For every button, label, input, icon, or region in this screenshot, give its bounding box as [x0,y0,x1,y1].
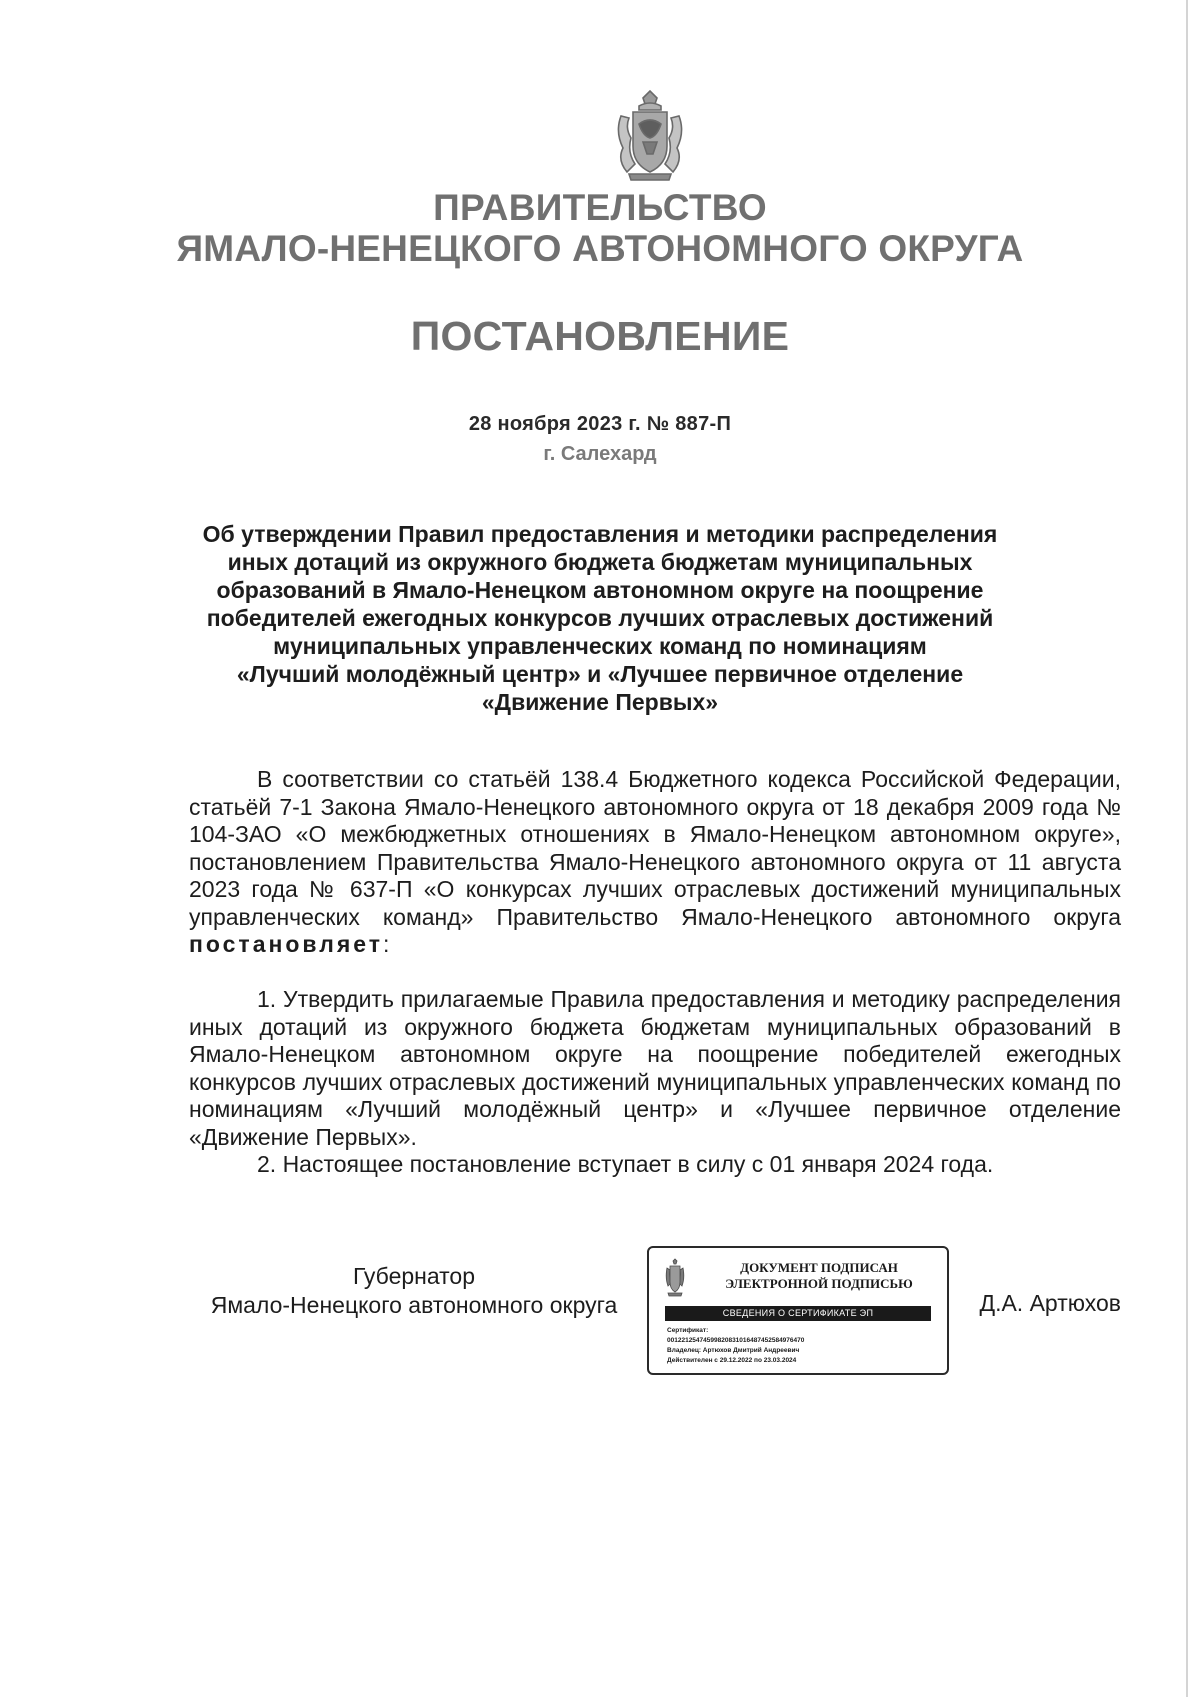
stamp-certificate-bar: СВЕДЕНИЯ О СЕРТИФИКАТЕ ЭП [665,1306,931,1321]
stamp-heading [699,1260,939,1292]
preamble-text: В соответствии со статьёй 138.4 Бюджетного кодекса Российской Федерации, статьёй 7-1 Закона Ямало-Ненецкого автономного округа от 18 декабря 2009 года № 104-ЗАО «О межбюджетных отношениях в Ямало-Ненецком автономном округе», постановлением Правительства Ямало-Ненецкого автономного округа от 11 августа 2023 года № 637-П «О конкурсах лучших отраслевых достижений муниципальных управленческих команд» Правительство Ямало-Ненецкого автономного округа [189,766,1121,930]
title-line: иных дотаций из окружного бюджета бюджетам муниципальных [227,549,973,575]
document-title [180,520,1020,716]
preamble-paragraph [189,766,1121,959]
e-signature-stamp [647,1246,949,1375]
stamp-details [667,1326,937,1366]
resolves-word: постановляет [189,931,384,957]
stamp-heading-line1: ДОКУМЕНТ ПОДПИСАН [740,1260,898,1275]
stamp-emblem-icon [663,1258,687,1298]
title-line: победителей ежегодных конкурсов лучших отраслевых достижений [206,605,994,631]
coat-of-arms-icon [613,88,687,184]
government-title-line2: ЯМАЛО-НЕНЕЦКОГО АВТОНОМНОГО ОКРУГА [176,228,1024,269]
stamp-certificate-label: Сертификат: [667,1327,709,1334]
document-date-number: 28 ноября 2023 г. № 887-П [468,413,732,435]
stamp-validity: Действителен с 29.12.2022 по 23.03.2024 [667,1357,797,1364]
document-city: г. Салехард [543,443,657,465]
resolves-punct: : [383,931,390,957]
title-line: «Лучший молодёжный центр» и «Лучшее первичное отделение [236,661,964,687]
stamp-certificate-number: 00122125474599820831016487452584976470 [667,1337,805,1344]
signer-position-line2: Ямало-Ненецкого автономного округа [210,1292,618,1318]
stamp-heading-line2: ЭЛЕКТРОННОЙ ПОДПИСЬЮ [725,1276,913,1291]
signer-name: Д.А. Артюхов [979,1290,1121,1316]
title-line: образований в Ямало-Ненецком автономном округе на поощрение [216,577,984,603]
title-line: «Движение Первых» [481,689,719,715]
document-type: ПОСТАНОВЛЕНИЕ [410,313,790,359]
item-1-paragraph: 1. Утвердить прилагаемые Правила предоставления и методику распределения иных дотаций из окружного бюджета бюджетам муниципальных образований в Ямало-Ненецком автономном округе на поощрение победителей ежегодных конкурсов лучших отраслевых достижений муниципальных управленческих команд по номинациям «Лучший молодёжный центр» и «Лучшее первичное отделение «Движение Первых». [189,986,1121,1150]
signer-position [189,1262,639,1320]
signer-position-line1: Губернатор [352,1263,476,1289]
item-2-paragraph: 2. Настоящее постановление вступает в силу с 01 января 2024 года. [257,1151,994,1177]
stamp-owner: Владелец: Артюхов Дмитрий Андреевич [667,1347,800,1354]
government-title-line1: ПРАВИТЕЛЬСТВО [433,187,767,228]
title-line: муниципальных управленческих команд по номинациям [273,633,927,659]
title-line: Об утверждении Правил предоставления и методики распределения [202,521,998,547]
